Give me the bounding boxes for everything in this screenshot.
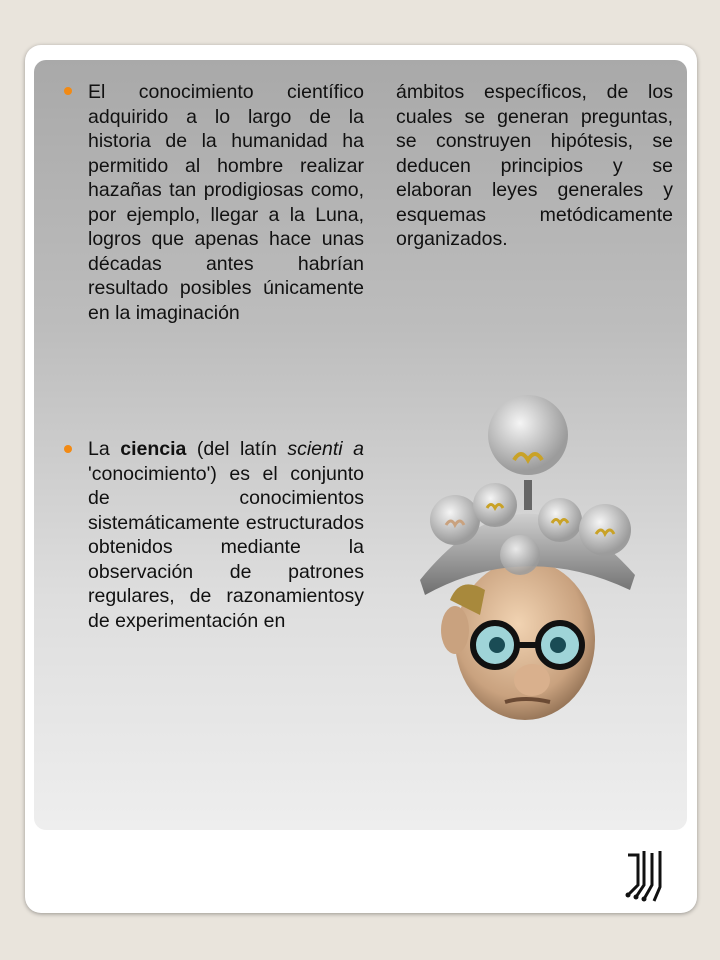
- bullet-2-lead: La: [88, 438, 121, 460]
- lightbulb-icon: [430, 495, 480, 545]
- lightbulb-icon: [538, 498, 582, 542]
- bullet-text-2: [88, 437, 364, 633]
- bullet-1-body: El conocimiento científico adquirido a lo largo de la historia de la humanidad ha permitido al hombre realizar hazañas tan prodigiosas como, por ejemplo, llegar a la Luna, logros que apenas hace unas décadas antes habrían resultado posibles únicamente en la imaginación: [88, 81, 364, 324]
- lightbulb-icon: [500, 535, 540, 575]
- circuit-logo-icon: [620, 845, 670, 903]
- scientist-head-illustration: [400, 390, 660, 730]
- bullet-2-rest: 'conocimiento') es el conjunto de conocimientos sistemáticamente estructurados obtenidos mediante la observación de patrones regulares, de razonamientosy de experimentación en: [88, 462, 364, 632]
- bullet-2-term: ciencia: [120, 438, 187, 460]
- lightbulb-icon: [473, 483, 517, 527]
- bullet-2-latin: scienti a: [287, 438, 364, 460]
- continuation-body: ámbitos específicos, de los cuales se generan preguntas, se construyen hipótesis, se deducen principios y se elaboran leyes generales y esquemas metódicamente organizados.: [396, 81, 673, 250]
- lightbulb-icon: [579, 504, 631, 556]
- bullet-2-mid: (del latín: [186, 438, 288, 460]
- bullet-marker: [64, 445, 72, 453]
- continuation-text: [396, 80, 673, 252]
- bullet-marker: [64, 87, 72, 95]
- bullet-text-1: [88, 80, 364, 325]
